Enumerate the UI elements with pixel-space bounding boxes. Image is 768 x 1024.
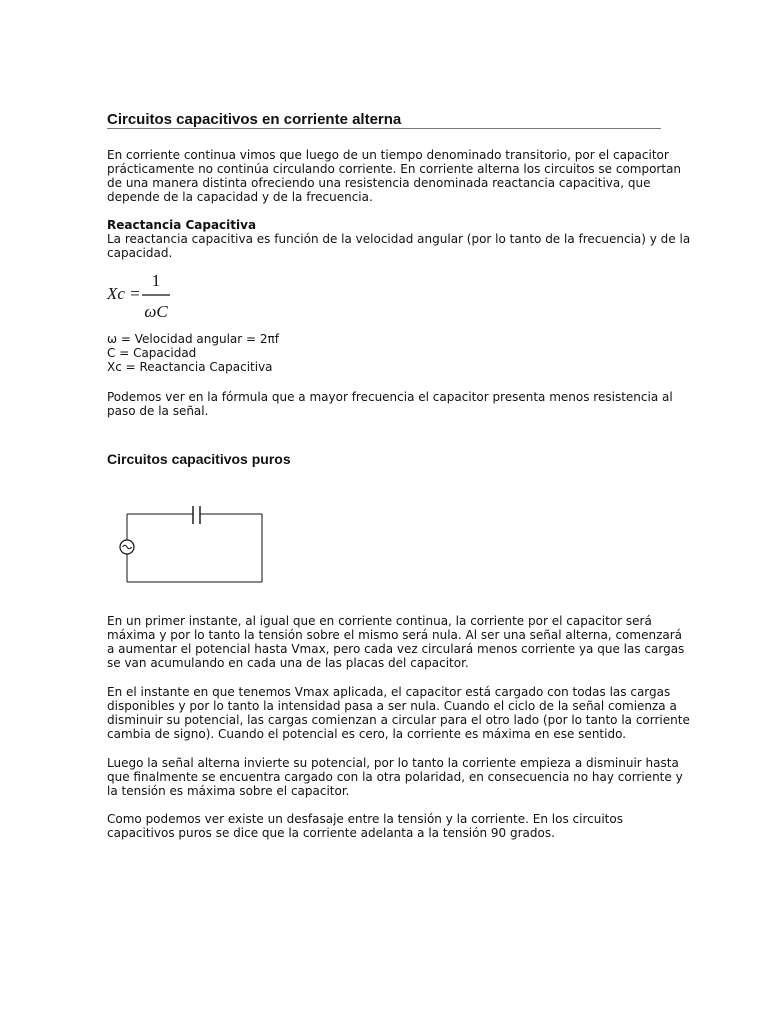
formula-denominator: ωC <box>144 302 168 321</box>
formula-lhs: Xc = <box>107 284 141 303</box>
body-paragraph-3 <box>107 756 683 798</box>
text-line: disminuir su potencial, las cargas comienzan a circular para el otro lado (por lo tanto la corriente <box>107 713 690 727</box>
text-line: En el instante en que tenemos Vmax aplicada, el capacitor está cargado con todas las cargas <box>107 685 671 699</box>
text-line: Podemos ver en la fórmula que a mayor frecuencia el capacitor presenta menos resistencia al <box>107 390 673 404</box>
reactancia-heading: Reactancia Capacitiva <box>107 218 257 232</box>
text-line: prácticamente no continúa circulando corriente. En corriente alterna los circuitos se comportan <box>107 162 682 176</box>
observation-paragraph <box>107 390 673 418</box>
reactancia-section <box>107 218 690 260</box>
formula-numerator: 1 <box>151 271 161 290</box>
text-line: de una manera distinta ofreciendo una resistencia denominada reactancia capacitiva, que <box>107 176 651 190</box>
text-line: En un primer instante, al igual que en corriente continua, la corriente por el capacitor será <box>107 614 652 628</box>
text-line: la tensión es máxima sobre el capacitor. <box>107 784 350 798</box>
definitions-list <box>107 332 279 374</box>
text-line: que finalmente se encuentra cargado con la otra polaridad, en consecuencia no hay corriente y <box>107 770 683 784</box>
body-paragraph-4 <box>107 812 623 840</box>
text-line: La reactancia capacitiva es función de la velocidad angular (por lo tanto de la frecuencia) y de la <box>107 232 691 246</box>
text-line: a aumentar el potencial hasta Vmax, pero cada vez circulará menos corriente ya que las cargas <box>107 642 685 656</box>
text-line: Luego la señal alterna invierte su potencial, por lo tanto la corriente empieza a disminuir hasta <box>107 756 679 770</box>
reactance-formula <box>106 270 176 330</box>
capacitive-circuit-diagram <box>116 500 272 590</box>
text-line: se van acumulando en cada una de las placas del capacitor. <box>107 656 469 670</box>
title-underline <box>107 128 661 129</box>
text-line: capacidad. <box>107 246 173 260</box>
intro-paragraph <box>107 148 681 204</box>
body-paragraph-2 <box>107 685 690 741</box>
text-line: paso de la señal. <box>107 404 209 418</box>
body-paragraph-1 <box>107 614 684 670</box>
text-line: disponibles y por lo tanto la intensidad pasa a ser nula. Cuando el ciclo de la señal comienza a <box>107 699 677 713</box>
text-line: depende de la capacidad y de la frecuencia. <box>107 190 373 204</box>
page-title: Circuitos capacitivos en corriente alterna <box>107 111 402 128</box>
text-line: En corriente continua vimos que luego de un tiempo denominado transitorio, por el capacitor <box>107 148 669 162</box>
text-line: máxima y por lo tanto la tensión sobre el mismo será nula. Al ser una señal alterna, comenzará <box>107 628 683 642</box>
definition-item: ω = Velocidad angular = 2πf <box>107 332 279 346</box>
definition-item: C = Capacidad <box>107 346 197 360</box>
text-line: capacitivos puros se dice que la corriente adelanta a la tensión 90 grados. <box>107 826 555 840</box>
text-line: cambia de signo). Cuando el potencial es cero, la corriente es máxima en ese sentido. <box>107 727 627 741</box>
definition-item: Xc = Reactancia Capacitiva <box>107 360 273 374</box>
text-line: Como podemos ver existe un desfasaje entre la tensión y la corriente. En los circuitos <box>107 812 623 826</box>
section-subtitle: Circuitos capacitivos puros <box>107 451 291 467</box>
